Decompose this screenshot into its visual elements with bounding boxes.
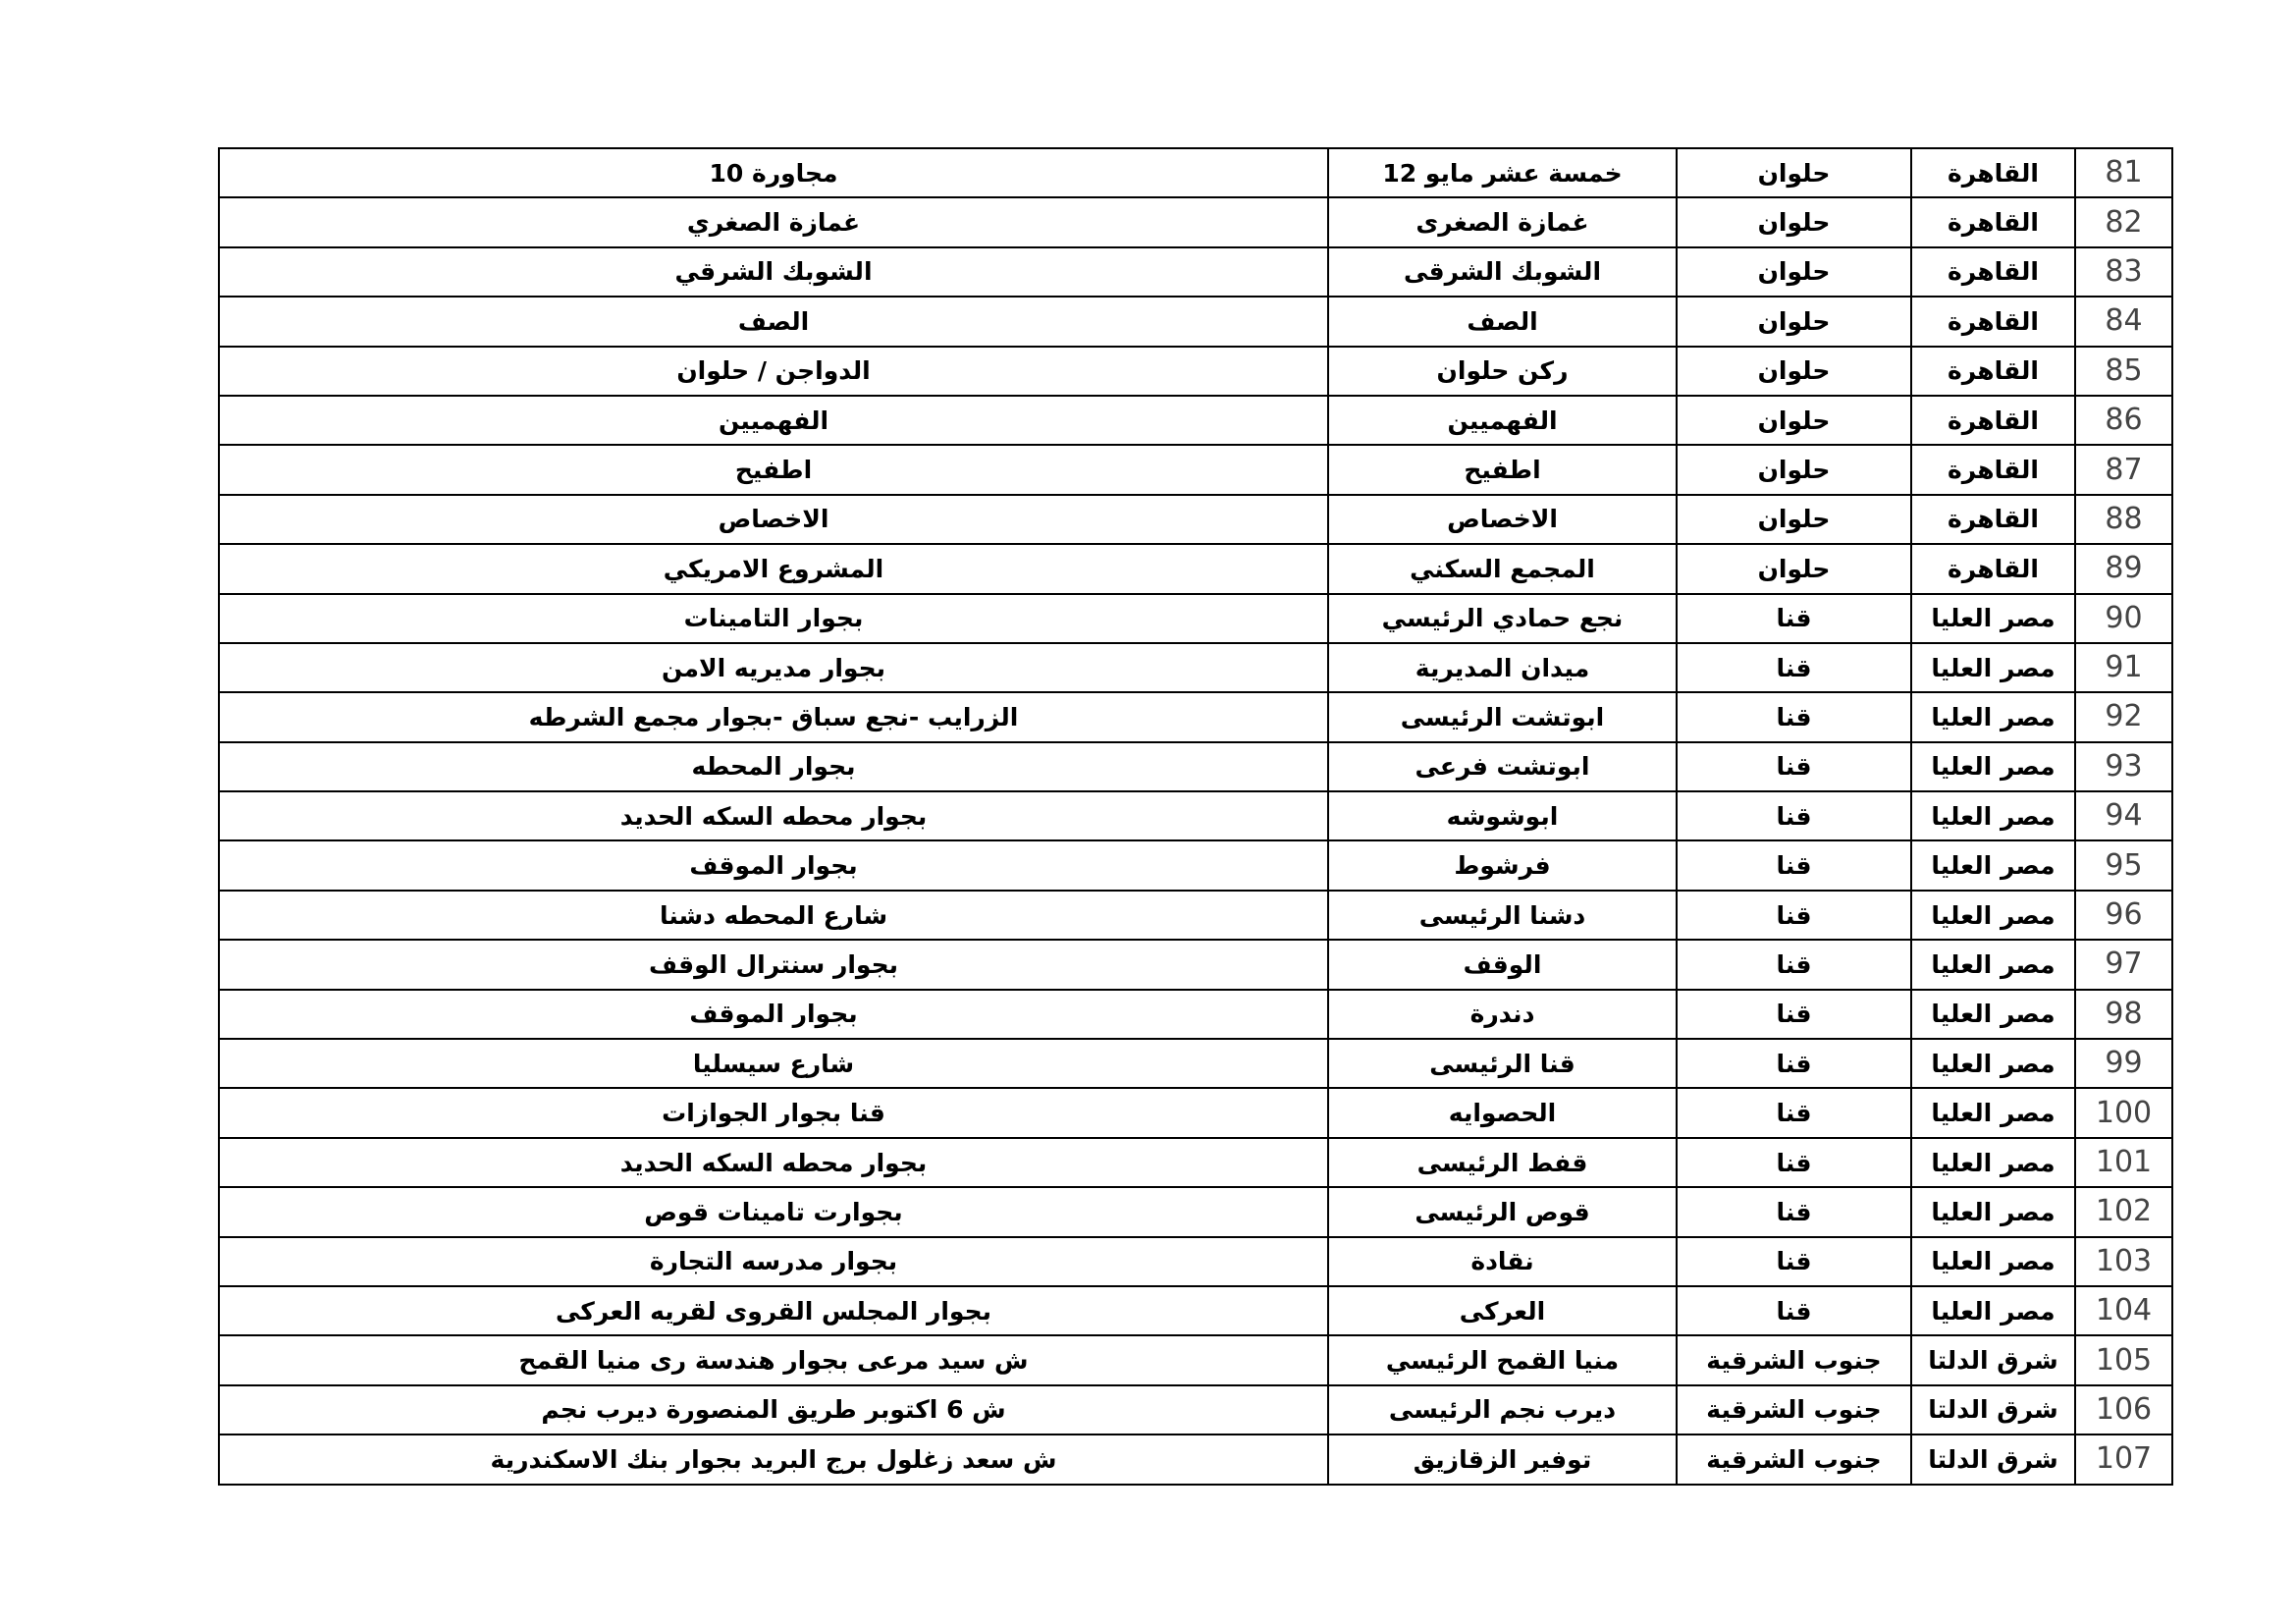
- table-row: [219, 1138, 2172, 1187]
- address-cell: بجوار سنترال الوقف: [219, 940, 1328, 989]
- branch-name-cell: قوص الرئيسى: [1328, 1187, 1677, 1236]
- row-number-cell: 85: [2075, 347, 2172, 396]
- region-cell: شرق الدلتا: [1911, 1435, 2075, 1484]
- address-cell: بجوار التامينات: [219, 594, 1328, 643]
- governorate-cell: قنا: [1677, 1088, 1911, 1137]
- branches-table: [218, 147, 2173, 1486]
- address-cell: شارع المحطه دشنا: [219, 891, 1328, 940]
- row-number-cell: 92: [2075, 692, 2172, 741]
- table-row: [219, 396, 2172, 445]
- row-number-cell: 93: [2075, 742, 2172, 791]
- table-row: [219, 1385, 2172, 1435]
- region-cell: مصر العليا: [1911, 1187, 2075, 1236]
- row-number-cell: 98: [2075, 990, 2172, 1039]
- branch-name-cell: المجمع السكني: [1328, 544, 1677, 593]
- branch-name-cell: توفير الزقازيق: [1328, 1435, 1677, 1484]
- governorate-cell: قنا: [1677, 940, 1911, 989]
- branch-name-cell: الحصوايه: [1328, 1088, 1677, 1137]
- row-number-cell: 89: [2075, 544, 2172, 593]
- branch-name-cell: خمسة عشر مايو 12: [1328, 148, 1677, 197]
- branch-name-cell: ميدان المديرية: [1328, 643, 1677, 692]
- region-cell: القاهرة: [1911, 347, 2075, 396]
- row-number-cell: 96: [2075, 891, 2172, 940]
- governorate-cell: حلوان: [1677, 347, 1911, 396]
- region-cell: القاهرة: [1911, 297, 2075, 346]
- address-cell: ش سيد مرعى بجوار هندسة رى منيا القمح: [219, 1335, 1328, 1384]
- branch-name-cell: اطفيح: [1328, 445, 1677, 494]
- row-number-cell: 107: [2075, 1435, 2172, 1484]
- governorate-cell: قنا: [1677, 1237, 1911, 1286]
- region-cell: القاهرة: [1911, 396, 2075, 445]
- address-cell: قنا بجوار الجوازات: [219, 1088, 1328, 1137]
- region-cell: القاهرة: [1911, 148, 2075, 197]
- table-row: [219, 1237, 2172, 1286]
- table-row: [219, 445, 2172, 494]
- governorate-cell: قنا: [1677, 692, 1911, 741]
- address-cell: بجوار الموقف: [219, 990, 1328, 1039]
- table-row: [219, 791, 2172, 840]
- region-cell: شرق الدلتا: [1911, 1335, 2075, 1384]
- table-row: [219, 1335, 2172, 1384]
- address-cell: الفهميين: [219, 396, 1328, 445]
- governorate-cell: جنوب الشرقية: [1677, 1435, 1911, 1484]
- governorate-cell: جنوب الشرقية: [1677, 1335, 1911, 1384]
- branch-name-cell: الصف: [1328, 297, 1677, 346]
- address-cell: المشروع الامريكي: [219, 544, 1328, 593]
- governorate-cell: جنوب الشرقية: [1677, 1385, 1911, 1435]
- table-row: [219, 742, 2172, 791]
- region-cell: مصر العليا: [1911, 692, 2075, 741]
- branch-name-cell: نجع حمادي الرئيسي: [1328, 594, 1677, 643]
- region-cell: القاهرة: [1911, 247, 2075, 297]
- address-cell: مجاورة 10: [219, 148, 1328, 197]
- table-row: [219, 347, 2172, 396]
- row-number-cell: 81: [2075, 148, 2172, 197]
- region-cell: مصر العليا: [1911, 1088, 2075, 1137]
- branch-name-cell: دشنا الرئيسى: [1328, 891, 1677, 940]
- address-cell: بجوارت تامينات قوص: [219, 1187, 1328, 1236]
- table-row: [219, 1286, 2172, 1335]
- table-row: [219, 891, 2172, 940]
- governorate-cell: حلوان: [1677, 544, 1911, 593]
- address-cell: الدواجن / حلوان: [219, 347, 1328, 396]
- governorate-cell: حلوان: [1677, 197, 1911, 246]
- row-number-cell: 102: [2075, 1187, 2172, 1236]
- branch-name-cell: فرشوط: [1328, 840, 1677, 890]
- governorate-cell: قنا: [1677, 1039, 1911, 1088]
- row-number-cell: 104: [2075, 1286, 2172, 1335]
- address-cell: بجوار المحطه: [219, 742, 1328, 791]
- branch-name-cell: دندرة: [1328, 990, 1677, 1039]
- table-body: [219, 148, 2172, 1485]
- branch-name-cell: نقادة: [1328, 1237, 1677, 1286]
- region-cell: مصر العليا: [1911, 840, 2075, 890]
- table-row: [219, 940, 2172, 989]
- row-number-cell: 84: [2075, 297, 2172, 346]
- row-number-cell: 101: [2075, 1138, 2172, 1187]
- region-cell: مصر العليا: [1911, 940, 2075, 989]
- address-cell: بجوار محطه السكه الحديد: [219, 791, 1328, 840]
- governorate-cell: قنا: [1677, 594, 1911, 643]
- branch-name-cell: ديرب نجم الرئيسى: [1328, 1385, 1677, 1435]
- row-number-cell: 105: [2075, 1335, 2172, 1384]
- branch-name-cell: العركى: [1328, 1286, 1677, 1335]
- row-number-cell: 106: [2075, 1385, 2172, 1435]
- table-row: [219, 692, 2172, 741]
- governorate-cell: قنا: [1677, 791, 1911, 840]
- row-number-cell: 95: [2075, 840, 2172, 890]
- governorate-cell: حلوان: [1677, 396, 1911, 445]
- table-row: [219, 148, 2172, 197]
- branch-name-cell: ابوتشت الرئيسى: [1328, 692, 1677, 741]
- governorate-cell: حلوان: [1677, 445, 1911, 494]
- address-cell: ش سعد زغلول برج البريد بجوار بنك الاسكندرية: [219, 1435, 1328, 1484]
- table-row: [219, 544, 2172, 593]
- address-cell: الاخصاص: [219, 495, 1328, 544]
- governorate-cell: قنا: [1677, 840, 1911, 890]
- address-cell: شارع سيسليا: [219, 1039, 1328, 1088]
- address-cell: الصف: [219, 297, 1328, 346]
- row-number-cell: 103: [2075, 1237, 2172, 1286]
- region-cell: مصر العليا: [1911, 1286, 2075, 1335]
- address-cell: بجوار الموقف: [219, 840, 1328, 890]
- table-row: [219, 1435, 2172, 1484]
- region-cell: القاهرة: [1911, 445, 2075, 494]
- branch-name-cell: الشوبك الشرقى: [1328, 247, 1677, 297]
- branch-name-cell: قنا الرئيسى: [1328, 1039, 1677, 1088]
- region-cell: مصر العليا: [1911, 1138, 2075, 1187]
- row-number-cell: 94: [2075, 791, 2172, 840]
- table-row: [219, 1187, 2172, 1236]
- branch-name-cell: قفط الرئيسى: [1328, 1138, 1677, 1187]
- address-cell: بجوار المجلس القروى لقريه العركى: [219, 1286, 1328, 1335]
- region-cell: شرق الدلتا: [1911, 1385, 2075, 1435]
- table-row: [219, 1039, 2172, 1088]
- table-row: [219, 594, 2172, 643]
- address-cell: ش 6 اكتوبر طريق المنصورة ديرب نجم: [219, 1385, 1328, 1435]
- region-cell: مصر العليا: [1911, 990, 2075, 1039]
- table-row: [219, 297, 2172, 346]
- table-row: [219, 990, 2172, 1039]
- governorate-cell: قنا: [1677, 1138, 1911, 1187]
- row-number-cell: 88: [2075, 495, 2172, 544]
- branch-name-cell: ابوتشت فرعى: [1328, 742, 1677, 791]
- region-cell: مصر العليا: [1911, 1237, 2075, 1286]
- governorate-cell: قنا: [1677, 1286, 1911, 1335]
- row-number-cell: 86: [2075, 396, 2172, 445]
- row-number-cell: 87: [2075, 445, 2172, 494]
- branch-name-cell: الوقف: [1328, 940, 1677, 989]
- address-cell: بجوار مدرسه التجارة: [219, 1237, 1328, 1286]
- address-cell: بجوار محطه السكه الحديد: [219, 1138, 1328, 1187]
- region-cell: مصر العليا: [1911, 1039, 2075, 1088]
- table-row: [219, 840, 2172, 890]
- row-number-cell: 91: [2075, 643, 2172, 692]
- branch-name-cell: ابوشوشه: [1328, 791, 1677, 840]
- row-number-cell: 100: [2075, 1088, 2172, 1137]
- region-cell: مصر العليا: [1911, 891, 2075, 940]
- row-number-cell: 99: [2075, 1039, 2172, 1088]
- governorate-cell: قنا: [1677, 742, 1911, 791]
- branch-name-cell: الفهميين: [1328, 396, 1677, 445]
- governorate-cell: حلوان: [1677, 247, 1911, 297]
- address-cell: الشوبك الشرقي: [219, 247, 1328, 297]
- region-cell: مصر العليا: [1911, 791, 2075, 840]
- address-cell: بجوار مديريه الامن: [219, 643, 1328, 692]
- row-number-cell: 83: [2075, 247, 2172, 297]
- row-number-cell: 97: [2075, 940, 2172, 989]
- region-cell: مصر العليا: [1911, 594, 2075, 643]
- governorate-cell: قنا: [1677, 1187, 1911, 1236]
- branch-name-cell: ركن حلوان: [1328, 347, 1677, 396]
- table-row: [219, 197, 2172, 246]
- region-cell: القاهرة: [1911, 197, 2075, 246]
- row-number-cell: 90: [2075, 594, 2172, 643]
- governorate-cell: حلوان: [1677, 495, 1911, 544]
- governorate-cell: قنا: [1677, 891, 1911, 940]
- region-cell: مصر العليا: [1911, 742, 2075, 791]
- region-cell: مصر العليا: [1911, 643, 2075, 692]
- governorate-cell: قنا: [1677, 990, 1911, 1039]
- address-cell: اطفيح: [219, 445, 1328, 494]
- table-row: [219, 643, 2172, 692]
- address-cell: غمازة الصغري: [219, 197, 1328, 246]
- branch-name-cell: غمازة الصغرى: [1328, 197, 1677, 246]
- table-row: [219, 1088, 2172, 1137]
- row-number-cell: 82: [2075, 197, 2172, 246]
- governorate-cell: قنا: [1677, 643, 1911, 692]
- region-cell: القاهرة: [1911, 495, 2075, 544]
- table-row: [219, 495, 2172, 544]
- governorate-cell: حلوان: [1677, 297, 1911, 346]
- governorate-cell: حلوان: [1677, 148, 1911, 197]
- branch-name-cell: الاخصاص: [1328, 495, 1677, 544]
- branch-name-cell: منيا القمح الرئيسي: [1328, 1335, 1677, 1384]
- address-cell: الزرايب -نجع سباق -بجوار مجمع الشرطه: [219, 692, 1328, 741]
- table-row: [219, 247, 2172, 297]
- region-cell: القاهرة: [1911, 544, 2075, 593]
